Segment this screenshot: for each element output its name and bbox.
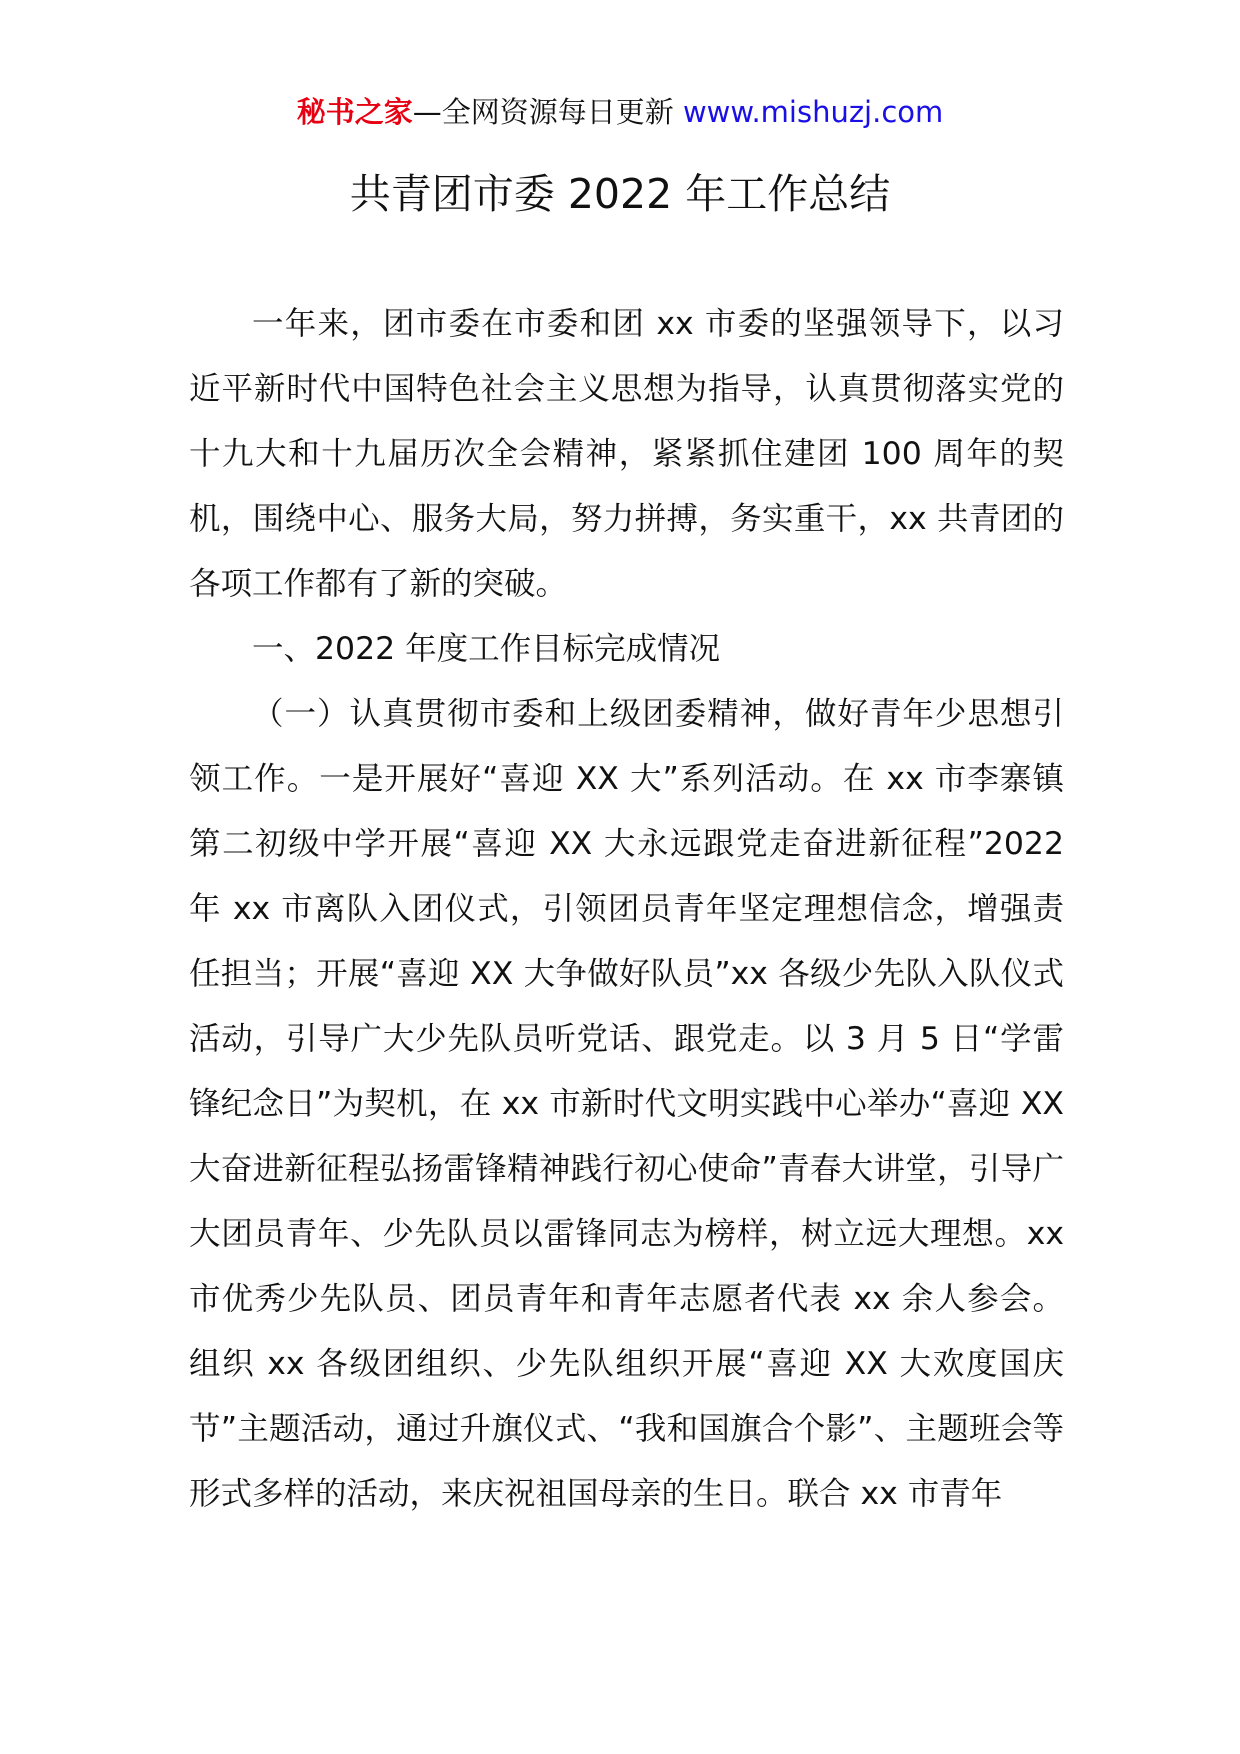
watermark-header <box>0 92 1240 132</box>
document-body <box>189 292 1064 1527</box>
section-heading: 一、2022 年度工作目标完成情况 <box>252 631 721 667</box>
header-tagline: —全网资源每日更新 <box>412 95 674 129</box>
brand-name: 秘书之家 <box>296 95 413 129</box>
intro-paragraph: 一年来，团市委在市委和团 xx 市委的坚强领导下，以习近平新时代中国特色社会主义思想为指导，认真贯彻落实党的十九大和十九届历次全会精神，紧紧抓住建团 100 周年的契机，围绕中心、服务大局，努力拼搏，务实重干，xx 共青团的各项工作都有了新的突破。 <box>189 306 1064 602</box>
document-title: 共青团市委 2022 年工作总结 <box>349 170 891 218</box>
website-link[interactable]: www.mishuzj.com <box>682 95 944 129</box>
body-paragraph: （一）认真贯彻市委和上级团委精神，做好青年少思想引领工作。一是开展好“喜迎 XX 大”系列活动。在 xx 市李寨镇第二初级中学开展“喜迎 XX 大永远跟党走奋进新征程”2022 年 xx 市离队入团仪式，引领团员青年坚定理想信念，增强责任担当；开展“喜迎 XX 大争做好队员”xx 各级少先队入队仪式活动，引导广大少先队员听党话、跟党走。以 3 月 5 日“学雷锋纪念日”为契机，在 xx 市新时代文明实践中心举办“喜迎 XX 大奋进新征程弘扬雷锋精神践行初心使命”青春大讲堂，引导广大团员青年、少先队员以雷锋同志为榜样，树立远大理想。xx 市优秀少先队员、团员青年和青年志愿者代表 xx 余人参会。组织 xx 各级团组织、少先队组织开展“喜迎 XX 大欢度国庆节”主题活动，通过升旗仪式、“我和国旗合个影”、主题班会等形式多样的活动，来庆祝祖国母亲的生日。联合 xx 市青年 <box>189 696 1064 1512</box>
